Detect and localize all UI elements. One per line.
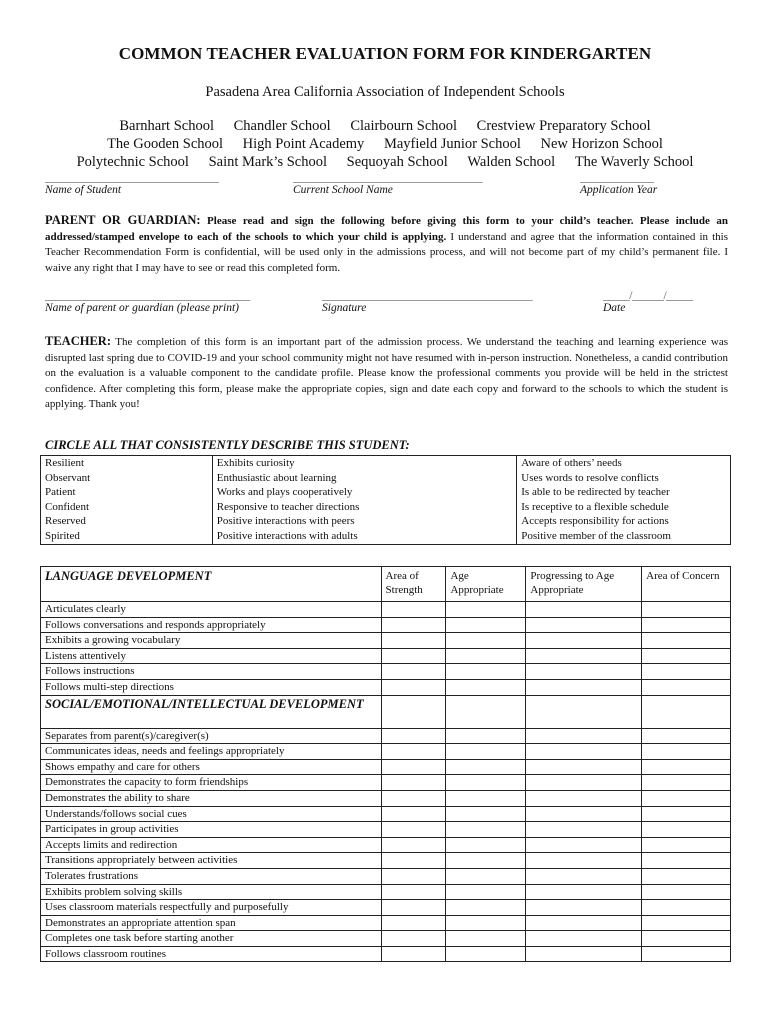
rating-cell[interactable] bbox=[381, 915, 446, 931]
rating-cell[interactable] bbox=[642, 695, 731, 728]
parent-lead: PARENT OR GUARDIAN: bbox=[45, 213, 201, 227]
skill-row bbox=[41, 759, 731, 775]
rating-cell[interactable] bbox=[446, 884, 526, 900]
student-name-field[interactable]: _________________________________ Name of Student bbox=[45, 172, 275, 196]
rating-cell[interactable] bbox=[446, 853, 526, 869]
rating-cell[interactable] bbox=[526, 837, 642, 853]
trait-option[interactable]: Works and plays cooperatively bbox=[212, 485, 517, 500]
skill-row bbox=[41, 679, 731, 695]
rating-cell[interactable] bbox=[381, 648, 446, 664]
trait-option[interactable]: Reserved bbox=[41, 514, 213, 529]
school-name: Walden School bbox=[467, 154, 556, 170]
rating-cell[interactable] bbox=[526, 728, 642, 744]
skill-label: Demonstrates the ability to share bbox=[41, 790, 382, 806]
school-name: Polytechnic School bbox=[76, 154, 189, 170]
rating-cell[interactable] bbox=[381, 775, 446, 791]
school-name: New Horizon School bbox=[540, 136, 663, 152]
skill-label: Articulates clearly bbox=[41, 602, 382, 618]
rating-cell[interactable] bbox=[642, 679, 731, 695]
rating-cell[interactable] bbox=[642, 790, 731, 806]
rating-cell[interactable] bbox=[526, 806, 642, 822]
skill-row bbox=[41, 806, 731, 822]
rating-cell[interactable] bbox=[446, 837, 526, 853]
school-name: Barnhart School bbox=[119, 118, 214, 134]
trait-option[interactable]: Patient bbox=[41, 485, 213, 500]
skill-row bbox=[41, 946, 731, 962]
skill-label: Understands/follows social cues bbox=[41, 806, 382, 822]
parent-bold-instructions: Please read and sign the following before giving this form to your child’s teacher. Please include an addressed/stamped envelope to each of the schools to which your child is applying. bbox=[45, 215, 729, 243]
skill-row bbox=[41, 648, 731, 664]
rating-cell[interactable] bbox=[446, 744, 526, 760]
skill-label: Uses classroom materials respectfully and purposefully bbox=[41, 900, 382, 916]
social-development-heading: SOCIAL/EMOTIONAL/INTELLECTUAL DEVELOPMENT bbox=[41, 695, 382, 728]
rating-cell[interactable] bbox=[381, 900, 446, 916]
rating-cell[interactable] bbox=[446, 648, 526, 664]
skill-label: Follows classroom routines bbox=[41, 946, 382, 962]
rating-cell[interactable] bbox=[642, 648, 731, 664]
trait-row bbox=[41, 471, 731, 486]
skill-label: Demonstrates the capacity to form friendships bbox=[41, 775, 382, 791]
rating-cell[interactable] bbox=[446, 695, 526, 728]
rating-cell[interactable] bbox=[381, 868, 446, 884]
student-name-label: Name of Student bbox=[45, 184, 122, 196]
rating-cell[interactable] bbox=[381, 617, 446, 633]
skill-row bbox=[41, 868, 731, 884]
rating-cell[interactable] bbox=[642, 946, 731, 962]
trait-option[interactable]: Enthusiastic about learning bbox=[212, 471, 517, 486]
parent-agreement-text: I understand and agree that the information contained in this Teacher Recommendation Form is confidential, will be used only in the admissions process, and will not become part of my child’s permanent file. I waive any right that I may have to see or read this completed form. bbox=[45, 230, 729, 274]
rating-cell[interactable] bbox=[526, 868, 642, 884]
rating-cell[interactable] bbox=[446, 946, 526, 962]
rating-cell[interactable] bbox=[381, 946, 446, 962]
trait-option[interactable]: Responsive to teacher directions bbox=[212, 500, 517, 515]
rating-cell[interactable] bbox=[526, 884, 642, 900]
rating-cell[interactable] bbox=[642, 931, 731, 947]
school-name: Clairbourn School bbox=[350, 118, 458, 134]
rating-cell[interactable] bbox=[642, 617, 731, 633]
rating-cell[interactable] bbox=[526, 648, 642, 664]
rating-cell[interactable] bbox=[446, 602, 526, 618]
rating-cell[interactable] bbox=[381, 806, 446, 822]
skill-row bbox=[41, 837, 731, 853]
rating-cell[interactable] bbox=[446, 633, 526, 649]
parent-signature-field[interactable]: ________________________________________ Signature bbox=[322, 290, 590, 314]
trait-option[interactable]: Positive interactions with adults bbox=[212, 529, 517, 544]
rating-cell[interactable] bbox=[381, 884, 446, 900]
rating-cell[interactable] bbox=[526, 602, 642, 618]
trait-option[interactable]: Exhibits curiosity bbox=[212, 456, 517, 471]
rating-cell[interactable] bbox=[642, 884, 731, 900]
skill-label: Demonstrates an appropriate attention span bbox=[41, 915, 382, 931]
column-header: Age Appropriate bbox=[446, 567, 526, 602]
school-name: Crestview Preparatory School bbox=[476, 118, 651, 134]
development-table bbox=[40, 566, 731, 962]
rating-cell[interactable] bbox=[381, 931, 446, 947]
trait-row bbox=[41, 456, 731, 471]
skill-label: Separates from parent(s)/caregiver(s) bbox=[41, 728, 382, 744]
form-title: COMMON TEACHER EVALUATION FORM FOR KINDERGARTEN bbox=[118, 44, 652, 63]
school-line bbox=[0, 117, 770, 135]
rating-cell[interactable] bbox=[381, 837, 446, 853]
rating-cell[interactable] bbox=[526, 664, 642, 680]
skill-label: Participates in group activities bbox=[41, 822, 382, 838]
rating-cell[interactable] bbox=[446, 806, 526, 822]
association-name: Pasadena Area California Association of Independent Schools bbox=[205, 84, 565, 100]
school-name: Saint Mark’s School bbox=[208, 154, 328, 170]
rating-cell[interactable] bbox=[526, 790, 642, 806]
trait-option[interactable]: Positive interactions with peers bbox=[212, 514, 517, 529]
language-development-heading: LANGUAGE DEVELOPMENT bbox=[41, 567, 382, 602]
rating-cell[interactable] bbox=[381, 664, 446, 680]
skill-label: Completes one task before starting another bbox=[41, 931, 382, 947]
rating-cell[interactable] bbox=[642, 853, 731, 869]
application-year-label: Application Year bbox=[580, 184, 658, 196]
trait-option[interactable]: Positive member of the classroom bbox=[517, 529, 731, 544]
school-name: Mayfield Junior School bbox=[383, 136, 521, 152]
skill-label: Exhibits a growing vocabulary bbox=[41, 633, 382, 649]
rating-cell[interactable] bbox=[526, 775, 642, 791]
rating-cell[interactable] bbox=[526, 679, 642, 695]
teacher-lead: TEACHER: bbox=[45, 334, 111, 348]
rating-cell[interactable] bbox=[526, 822, 642, 838]
skill-label: Exhibits problem solving skills bbox=[41, 884, 382, 900]
rating-cell[interactable] bbox=[526, 931, 642, 947]
rating-cell[interactable] bbox=[446, 728, 526, 744]
rating-cell[interactable] bbox=[526, 744, 642, 760]
parent-name-label: Name of parent or guardian (please print) bbox=[45, 302, 239, 314]
rating-cell[interactable] bbox=[381, 728, 446, 744]
trait-option[interactable]: Is able to be redirected by teacher bbox=[517, 485, 731, 500]
date-field[interactable]: _____/______/_____ Date bbox=[603, 290, 715, 314]
rating-cell[interactable] bbox=[526, 900, 642, 916]
rating-cell[interactable] bbox=[642, 868, 731, 884]
rating-cell[interactable] bbox=[446, 868, 526, 884]
application-year-field[interactable]: ______________ Application Year bbox=[580, 172, 690, 196]
rating-cell[interactable] bbox=[642, 664, 731, 680]
rating-cell[interactable] bbox=[642, 822, 731, 838]
skill-label: Follows instructions bbox=[41, 664, 382, 680]
skill-label: Listens attentively bbox=[41, 648, 382, 664]
rating-cell[interactable] bbox=[381, 759, 446, 775]
rating-cell[interactable] bbox=[446, 822, 526, 838]
school-name: High Point Academy bbox=[242, 136, 365, 152]
rating-cell[interactable] bbox=[642, 728, 731, 744]
section-row bbox=[41, 695, 731, 728]
skill-label: Communicates ideas, needs and feelings appropriately bbox=[41, 744, 382, 760]
rating-cell[interactable] bbox=[446, 931, 526, 947]
school-name: The Gooden School bbox=[107, 136, 224, 152]
skill-row bbox=[41, 744, 731, 760]
rating-cell[interactable] bbox=[526, 853, 642, 869]
rating-cell[interactable] bbox=[381, 744, 446, 760]
date-label: Date bbox=[603, 302, 626, 314]
skill-row bbox=[41, 602, 731, 618]
trait-row bbox=[41, 529, 731, 544]
skill-row bbox=[41, 617, 731, 633]
skill-row bbox=[41, 728, 731, 744]
trait-option[interactable]: Accepts responsibility for actions bbox=[517, 514, 731, 529]
skill-label: Accepts limits and redirection bbox=[41, 837, 382, 853]
rating-cell[interactable] bbox=[446, 679, 526, 695]
rating-cell[interactable] bbox=[446, 617, 526, 633]
skill-label: Shows empathy and care for others bbox=[41, 759, 382, 775]
school-list bbox=[0, 117, 770, 171]
rating-cell[interactable] bbox=[446, 759, 526, 775]
teacher-instructions bbox=[45, 334, 728, 413]
skill-row bbox=[41, 775, 731, 791]
skill-label: Tolerates frustrations bbox=[41, 868, 382, 884]
rating-cell[interactable] bbox=[642, 900, 731, 916]
rating-cell[interactable] bbox=[642, 602, 731, 618]
rating-cell[interactable] bbox=[642, 633, 731, 649]
rating-cell[interactable] bbox=[381, 695, 446, 728]
rating-cell[interactable] bbox=[526, 633, 642, 649]
parent-name-field[interactable]: _______________________________________ Name of parent or guardian (please print) bbox=[45, 290, 307, 314]
current-school-field[interactable]: ____________________________________ Current School Name bbox=[293, 172, 548, 196]
traits-heading: CIRCLE ALL THAT CONSISTENTLY DESCRIBE THIS STUDENT: bbox=[45, 438, 410, 452]
trait-row bbox=[41, 514, 731, 529]
rating-cell[interactable] bbox=[642, 806, 731, 822]
trait-option[interactable]: Spirited bbox=[41, 529, 213, 544]
rating-cell[interactable] bbox=[446, 900, 526, 916]
rating-cell[interactable] bbox=[381, 602, 446, 618]
skill-row bbox=[41, 915, 731, 931]
current-school-label: Current School Name bbox=[293, 184, 393, 196]
rating-cell[interactable] bbox=[642, 837, 731, 853]
trait-row bbox=[41, 485, 731, 500]
rating-cell[interactable] bbox=[642, 775, 731, 791]
skill-row bbox=[41, 853, 731, 869]
rating-cell[interactable] bbox=[446, 915, 526, 931]
skill-row bbox=[41, 633, 731, 649]
skill-label: Follows multi-step directions bbox=[41, 679, 382, 695]
rating-cell[interactable] bbox=[526, 946, 642, 962]
trait-option[interactable]: Confident bbox=[41, 500, 213, 515]
rating-cell[interactable] bbox=[381, 633, 446, 649]
column-header: Area of Concern bbox=[642, 567, 731, 602]
skill-row bbox=[41, 900, 731, 916]
school-name: The Waverly School bbox=[574, 154, 694, 170]
rating-cell[interactable] bbox=[381, 853, 446, 869]
rating-cell[interactable] bbox=[381, 790, 446, 806]
trait-option[interactable]: Observant bbox=[41, 471, 213, 486]
rating-cell[interactable] bbox=[446, 790, 526, 806]
column-header: Area of Strength bbox=[381, 567, 446, 602]
school-name: Chandler School bbox=[233, 118, 331, 134]
rating-cell[interactable] bbox=[642, 744, 731, 760]
skill-row bbox=[41, 884, 731, 900]
signature-label: Signature bbox=[322, 302, 367, 314]
skill-row bbox=[41, 822, 731, 838]
rating-cell[interactable] bbox=[381, 679, 446, 695]
rating-cell[interactable] bbox=[526, 695, 642, 728]
column-header: Progressing to Age Appropriate bbox=[526, 567, 642, 602]
trait-option[interactable]: Uses words to resolve conflicts bbox=[517, 471, 731, 486]
rating-cell[interactable] bbox=[642, 759, 731, 775]
trait-option[interactable]: Is receptive to a flexible schedule bbox=[517, 500, 731, 515]
rating-cell[interactable] bbox=[642, 915, 731, 931]
trait-option[interactable]: Resilient bbox=[41, 456, 213, 471]
school-name: Sequoyah School bbox=[346, 154, 448, 170]
parent-instructions bbox=[45, 213, 728, 276]
teacher-text: The completion of this form is an important part of the admission process. We understand the teaching and learning experience was disrupted last spring due to COVID-19 and your school community might not have resumed with in-person instruction. Nonetheless, a candid contribution on the evaluation is a valuable component to the candidate profile. Please know the professional comments you provide will be held in the strictest confidence. After completing this form, please make the appropriate copies, sign and date each copy and forward to the schools to which the student is applying. Thank you! bbox=[45, 336, 728, 410]
skill-label: Follows conversations and responds appropriately bbox=[41, 617, 382, 633]
skill-row bbox=[41, 931, 731, 947]
skill-row bbox=[41, 664, 731, 680]
trait-option[interactable]: Aware of others’ needs bbox=[517, 456, 731, 471]
traits-table bbox=[40, 455, 731, 545]
rating-cell[interactable] bbox=[381, 822, 446, 838]
skill-label: Transitions appropriately between activities bbox=[41, 853, 382, 869]
rating-cell[interactable] bbox=[526, 915, 642, 931]
rating-cell[interactable] bbox=[446, 664, 526, 680]
trait-row bbox=[41, 500, 731, 515]
rating-cell[interactable] bbox=[446, 775, 526, 791]
school-line bbox=[0, 135, 770, 153]
rating-cell[interactable] bbox=[526, 759, 642, 775]
school-line bbox=[0, 153, 770, 171]
rating-cell[interactable] bbox=[526, 617, 642, 633]
skill-row bbox=[41, 790, 731, 806]
